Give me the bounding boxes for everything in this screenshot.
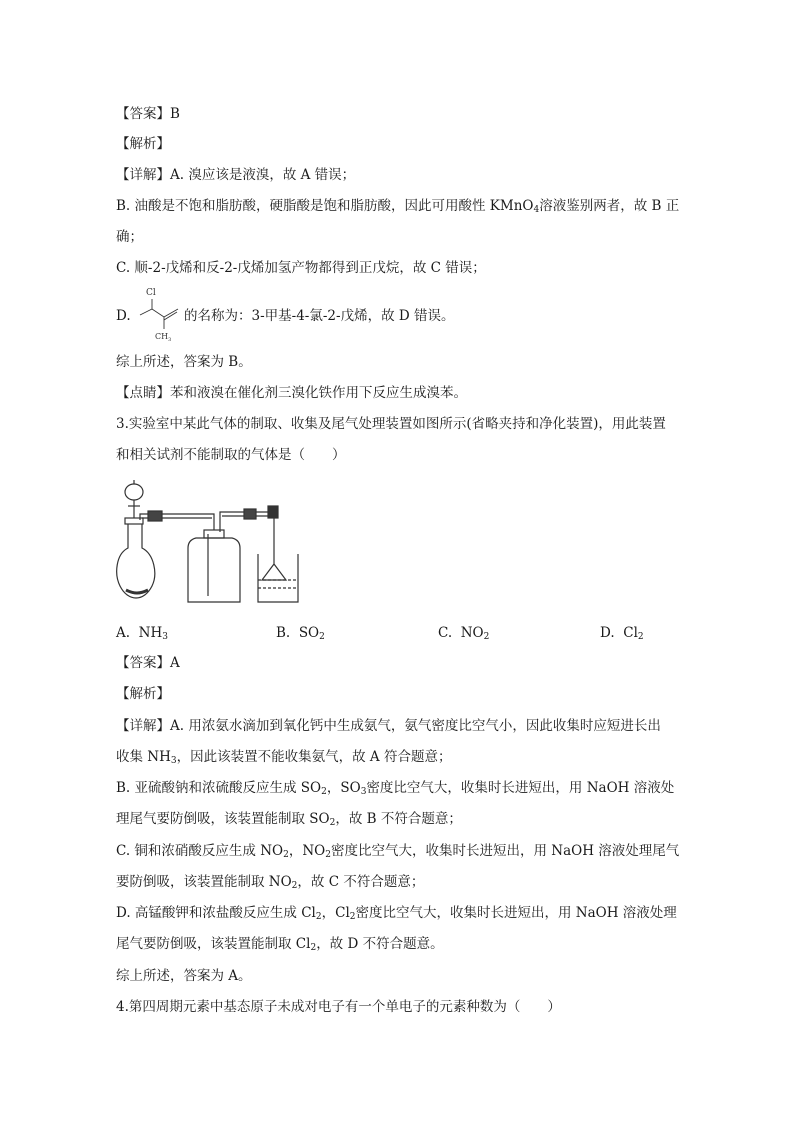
molecule-structure-image <box>136 285 186 345</box>
q3-option-a[interactable]: A. $NH_3$ <box>116 625 168 642</box>
q2-summary: 综上所述，答案为 B。 <box>116 354 252 370</box>
q3-option-c[interactable]: C. $NO_2$ <box>438 625 490 642</box>
q3-detail-c-line2: 要防倒吸，该装置能制取 $NO_2$，故 C 不符合题意； <box>116 874 425 891</box>
q3-answer: 【答案】A <box>116 655 180 671</box>
q2-option-d-prefix: D. <box>116 308 131 324</box>
mol-ch3-label: $CH_3$ <box>155 332 172 343</box>
q2-option-b-line1: B. 油酸是不饱和脂肪酸，硬脂酸是饱和脂肪酸，因此可用酸性 KMnO$_4$溶液鉴别两者，故 B 正 <box>116 198 680 215</box>
q2-option-d-text: 的名称为：3-甲基-4-氯-2-戊烯，故 D 错误。 <box>184 308 455 324</box>
q3-detail-d-line1: D. 高锰酸钾和浓盐酸反应生成 $Cl_2$，$Cl_2$密度比空气大，收集时长进短出，用 NaOH 溶液处理 <box>116 905 677 922</box>
q3-analysis-heading: 【解析】 <box>116 686 170 702</box>
q3-detail-a-line1: 【详解】A. 用浓氨水滴加到氧化钙中生成氨气，氨气密度比空气小，因此收集时应短进长出 <box>116 718 661 734</box>
q2-answer: 【答案】B <box>116 106 180 122</box>
q3-summary: 综上所述，答案为 A。 <box>116 968 252 984</box>
q2-analysis-heading: 【解析】 <box>116 136 170 152</box>
gas-apparatus-diagram <box>112 478 312 610</box>
q2-detail-a: 【详解】A. 溴应该是液溴，故 A 错误； <box>116 167 356 183</box>
q3-detail-b-line2: 理尾气要防倒吸，该装置能制取 $SO_2$，故 B 不符合题意； <box>116 811 462 828</box>
q3-option-b[interactable]: B. $SO_2$ <box>276 625 325 642</box>
q4-stem: 4.第四周期元素中基态原子未成对电子有一个单电子的元素种数为（ ） <box>116 999 561 1015</box>
q3-detail-d-line2: 尾气要防倒吸，该装置能制取 $Cl_2$，故 D 不符合题意。 <box>116 936 444 953</box>
q3-stem-line1: 3.实验室中某此气体的制取、收集及尾气处理装置如图所示(省略夹持和净化装置)，用此装置 <box>116 416 666 432</box>
q3-stem-line2: 和相关试剂不能制取的气体是（ ） <box>116 447 346 463</box>
q3-option-d[interactable]: D. $Cl_2$ <box>600 625 644 642</box>
mol-cl-label: Cl <box>146 288 156 298</box>
q3-detail-c-line1: C. 铜和浓硝酸反应生成 $NO_2$，$NO_2$密度比空气大，收集时长进短出，用 NaOH 溶液处理尾气 <box>116 843 680 860</box>
q3-detail-b-line1: B. 亚硫酸钠和浓硫酸反应生成 $SO_2$，$SO_3$密度比空气大，收集时长进短出，用 NaOH 溶液处 <box>116 780 675 797</box>
q2-option-b-line2: 确； <box>116 229 143 245</box>
q3-detail-a-line2: 收集 $NH_3$，因此该装置不能收集氨气，故 A 符合题意； <box>116 749 452 766</box>
q2-tip: 【点睛】苯和液溴在催化剂三溴化铁作用下反应生成溴苯。 <box>116 385 467 401</box>
q2-option-c: C. 顺-2-戊烯和反-2-戊烯加氢产物都得到正戊烷，故 C 错误； <box>116 260 486 276</box>
